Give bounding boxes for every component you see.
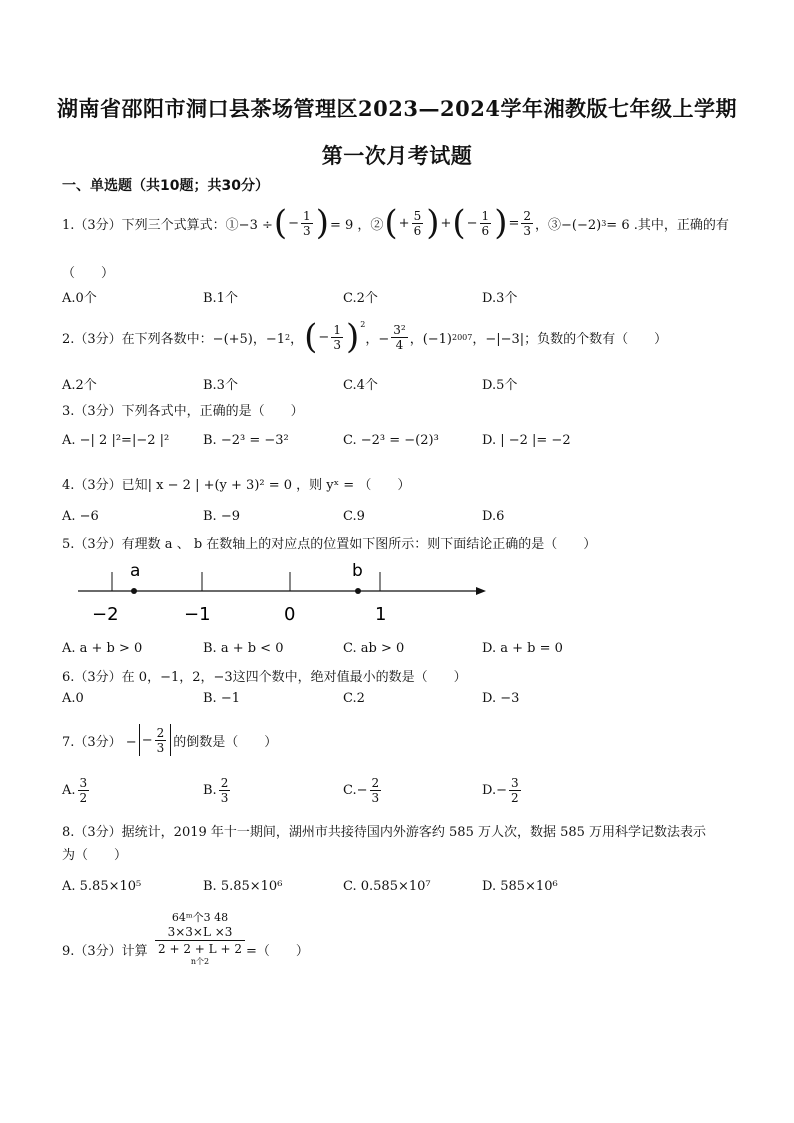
q1-fraction-1: $\frac{1}{3}$ (303, 208, 311, 238)
q1-part3: ，③−(−2) (535, 217, 602, 233)
number-line (62, 556, 502, 630)
q3-option-b[interactable]: B. −2³ = −3² (203, 433, 289, 448)
q7-option-c[interactable]: C. − $\frac{2}{3}$ (343, 776, 380, 805)
q9-denominator: 2 + 2 + L + 2 (158, 942, 242, 956)
q6-option-a[interactable]: A.0 (62, 691, 84, 706)
tick-label-minus-2: −2 (92, 604, 119, 625)
q6-option-c[interactable]: C.2 (343, 691, 365, 706)
q7-option-a[interactable]: A. $\frac{3}{2}$ (62, 776, 88, 805)
q4-option-b[interactable]: B. −9 (203, 509, 240, 524)
label-b: b (352, 561, 363, 581)
tick-label-1: 1 (375, 604, 387, 625)
q1-option-d[interactable]: D.3个 (482, 291, 518, 306)
q9-fraction (155, 912, 245, 967)
q1-tail: = 6 .其中，正确的有 (606, 217, 729, 233)
q4-option-c[interactable]: C.9 (343, 509, 365, 524)
q8-option-d[interactable]: D. 585×10⁶ (482, 879, 558, 894)
tick-label-0: 0 (284, 604, 296, 625)
q1-answer-paren: （ ） (62, 266, 115, 281)
q9-tail: =（ ） (246, 944, 309, 959)
label-a: a (130, 561, 141, 581)
point-a (131, 588, 137, 594)
question-7: 7.（3分） − − $\frac{2}{3}$ 的倒数是（ ） (62, 725, 278, 755)
question-3: 3.（3分）下列各式中，正确的是（ ） (62, 404, 304, 419)
q9-bottom-brace-label: n个2 (190, 957, 210, 966)
q2-fraction-1: $\frac{1}{3}$ (333, 322, 341, 352)
q1-prefix: 1.（3分）下列三个式算式：①−3 ÷ (62, 217, 273, 233)
q5-option-d[interactable]: D. a + b = 0 (482, 641, 563, 656)
q1-fraction-2: $\frac{5}{6}$ (413, 208, 422, 238)
q2-prefix: 2.（3分）在下列各数中：−(+5)，−1 (62, 331, 286, 347)
q6-option-d[interactable]: D. −3 (482, 691, 520, 706)
q8-option-b[interactable]: B. 5.85×10⁶ (203, 879, 283, 894)
point-b (355, 588, 361, 594)
q7-tail: 的倒数是（ ） (173, 734, 278, 750)
q3-option-d[interactable]: D. | −2 |= −2 (482, 433, 571, 448)
q7-option-d[interactable]: D. − $\frac{3}{2}$ (482, 776, 519, 805)
q2-fraction-2: $\frac{\text{3²}}{4}$ (393, 322, 406, 352)
question-8-line2: 为（ ） (62, 848, 128, 863)
q7-prefix: 7.（3分） − (62, 734, 137, 750)
q5-option-b[interactable]: B. a + b < 0 (203, 641, 284, 656)
tick-label-minus-1: −1 (184, 604, 211, 625)
question-2: 2.（3分）在下列各数中：−(+5)，−1 2 ， ( − $\frac{1}{3}$ ) $^2$ ，− $\frac{\text{3²}}{4}$ ，(−1) 2007 ，−|−3|；负数的个数有（ ） (62, 317, 668, 357)
q8-option-c[interactable]: C. 0.585×10⁷ (343, 879, 431, 894)
q3-option-c[interactable]: C. −2³ = −(2)³ (343, 433, 439, 448)
q2-option-b[interactable]: B.3个 (203, 378, 238, 393)
q6-option-b[interactable]: B. −1 (203, 691, 240, 706)
q9-numerator: 3×3×L ×3 (155, 924, 245, 941)
q1-option-c[interactable]: C.2个 (343, 291, 378, 306)
q5-option-c[interactable]: C. ab > 0 (343, 641, 405, 656)
q1-option-a[interactable]: A.0个 (62, 291, 97, 306)
question-8-line1: 8.（3分）据统计，2019 年十一期间，湖州市共接待国内外游客约 585 万人次，数据 585 万用科学记数法表示 (62, 825, 707, 840)
question-4: 4.（3分）已知| x − 2 | +(y + 3)² = 0 ，则 yˣ = （ ） (62, 478, 411, 493)
q9-prefix: 9.（3分）计算 (62, 944, 148, 959)
q4-option-a[interactable]: A. −6 (62, 509, 99, 524)
q5-option-a[interactable]: A. a + b > 0 (62, 641, 143, 656)
exam-title-line2: 第一次月考试题 (321, 143, 473, 168)
question-6: 6.（3分）在 0，−1，2，−3这四个数中，绝对值最小的数是（ ） (62, 670, 467, 685)
q2-tail: ，−|−3|；负数的个数有（ ） (472, 331, 668, 347)
q1-option-b[interactable]: B.1个 (203, 291, 238, 306)
q9-top-brace-label: 64ᵐ个3 48 (171, 911, 229, 924)
q4-option-d[interactable]: D.6 (482, 509, 505, 524)
question-1: 1.（3分）下列三个式算式：①−3 ÷ ( − $\frac{1}{3}$ ) = 9 ，② ( + $\frac{5}{6}$ ) + ( − $\frac{1}{6}$ ) = $\frac{2}{3}$ ，③−(−2) 3 = 6 .其中，正确的有 (62, 203, 729, 243)
q2-part: ，(−1) (409, 331, 452, 347)
q1-equals: = (508, 215, 520, 231)
q1-fraction-3: $\frac{1}{6}$ (481, 208, 490, 238)
q7-option-b[interactable]: B. $\frac{2}{3}$ (203, 776, 229, 805)
axis-arrow (476, 587, 486, 595)
q1-part1: = 9 ，② (329, 217, 384, 233)
q2-option-c[interactable]: C.4个 (343, 378, 378, 393)
exam-title-line1: 湖南省邵阳市洞口县茶场管理区2023—2024学年湘教版七年级上学期 (57, 96, 737, 121)
question-5: 5.（3分）有理数 a 、 b 在数轴上的对应点的位置如下图所示：则下面结论正确的是（ ） (62, 537, 597, 552)
q7-fraction: $\frac{2}{3}$ (156, 725, 165, 755)
q3-option-a[interactable]: A. −| 2 |²=|−2 |² (62, 433, 170, 448)
q8-option-a[interactable]: A. 5.85×10⁵ (62, 879, 142, 894)
q1-fraction-4: $\frac{2}{3}$ (523, 208, 531, 238)
q2-option-d[interactable]: D.5个 (482, 378, 518, 393)
q2-option-a[interactable]: A.2个 (62, 378, 97, 393)
section-heading: 一、单选题（共10题；共30分） (62, 178, 269, 194)
